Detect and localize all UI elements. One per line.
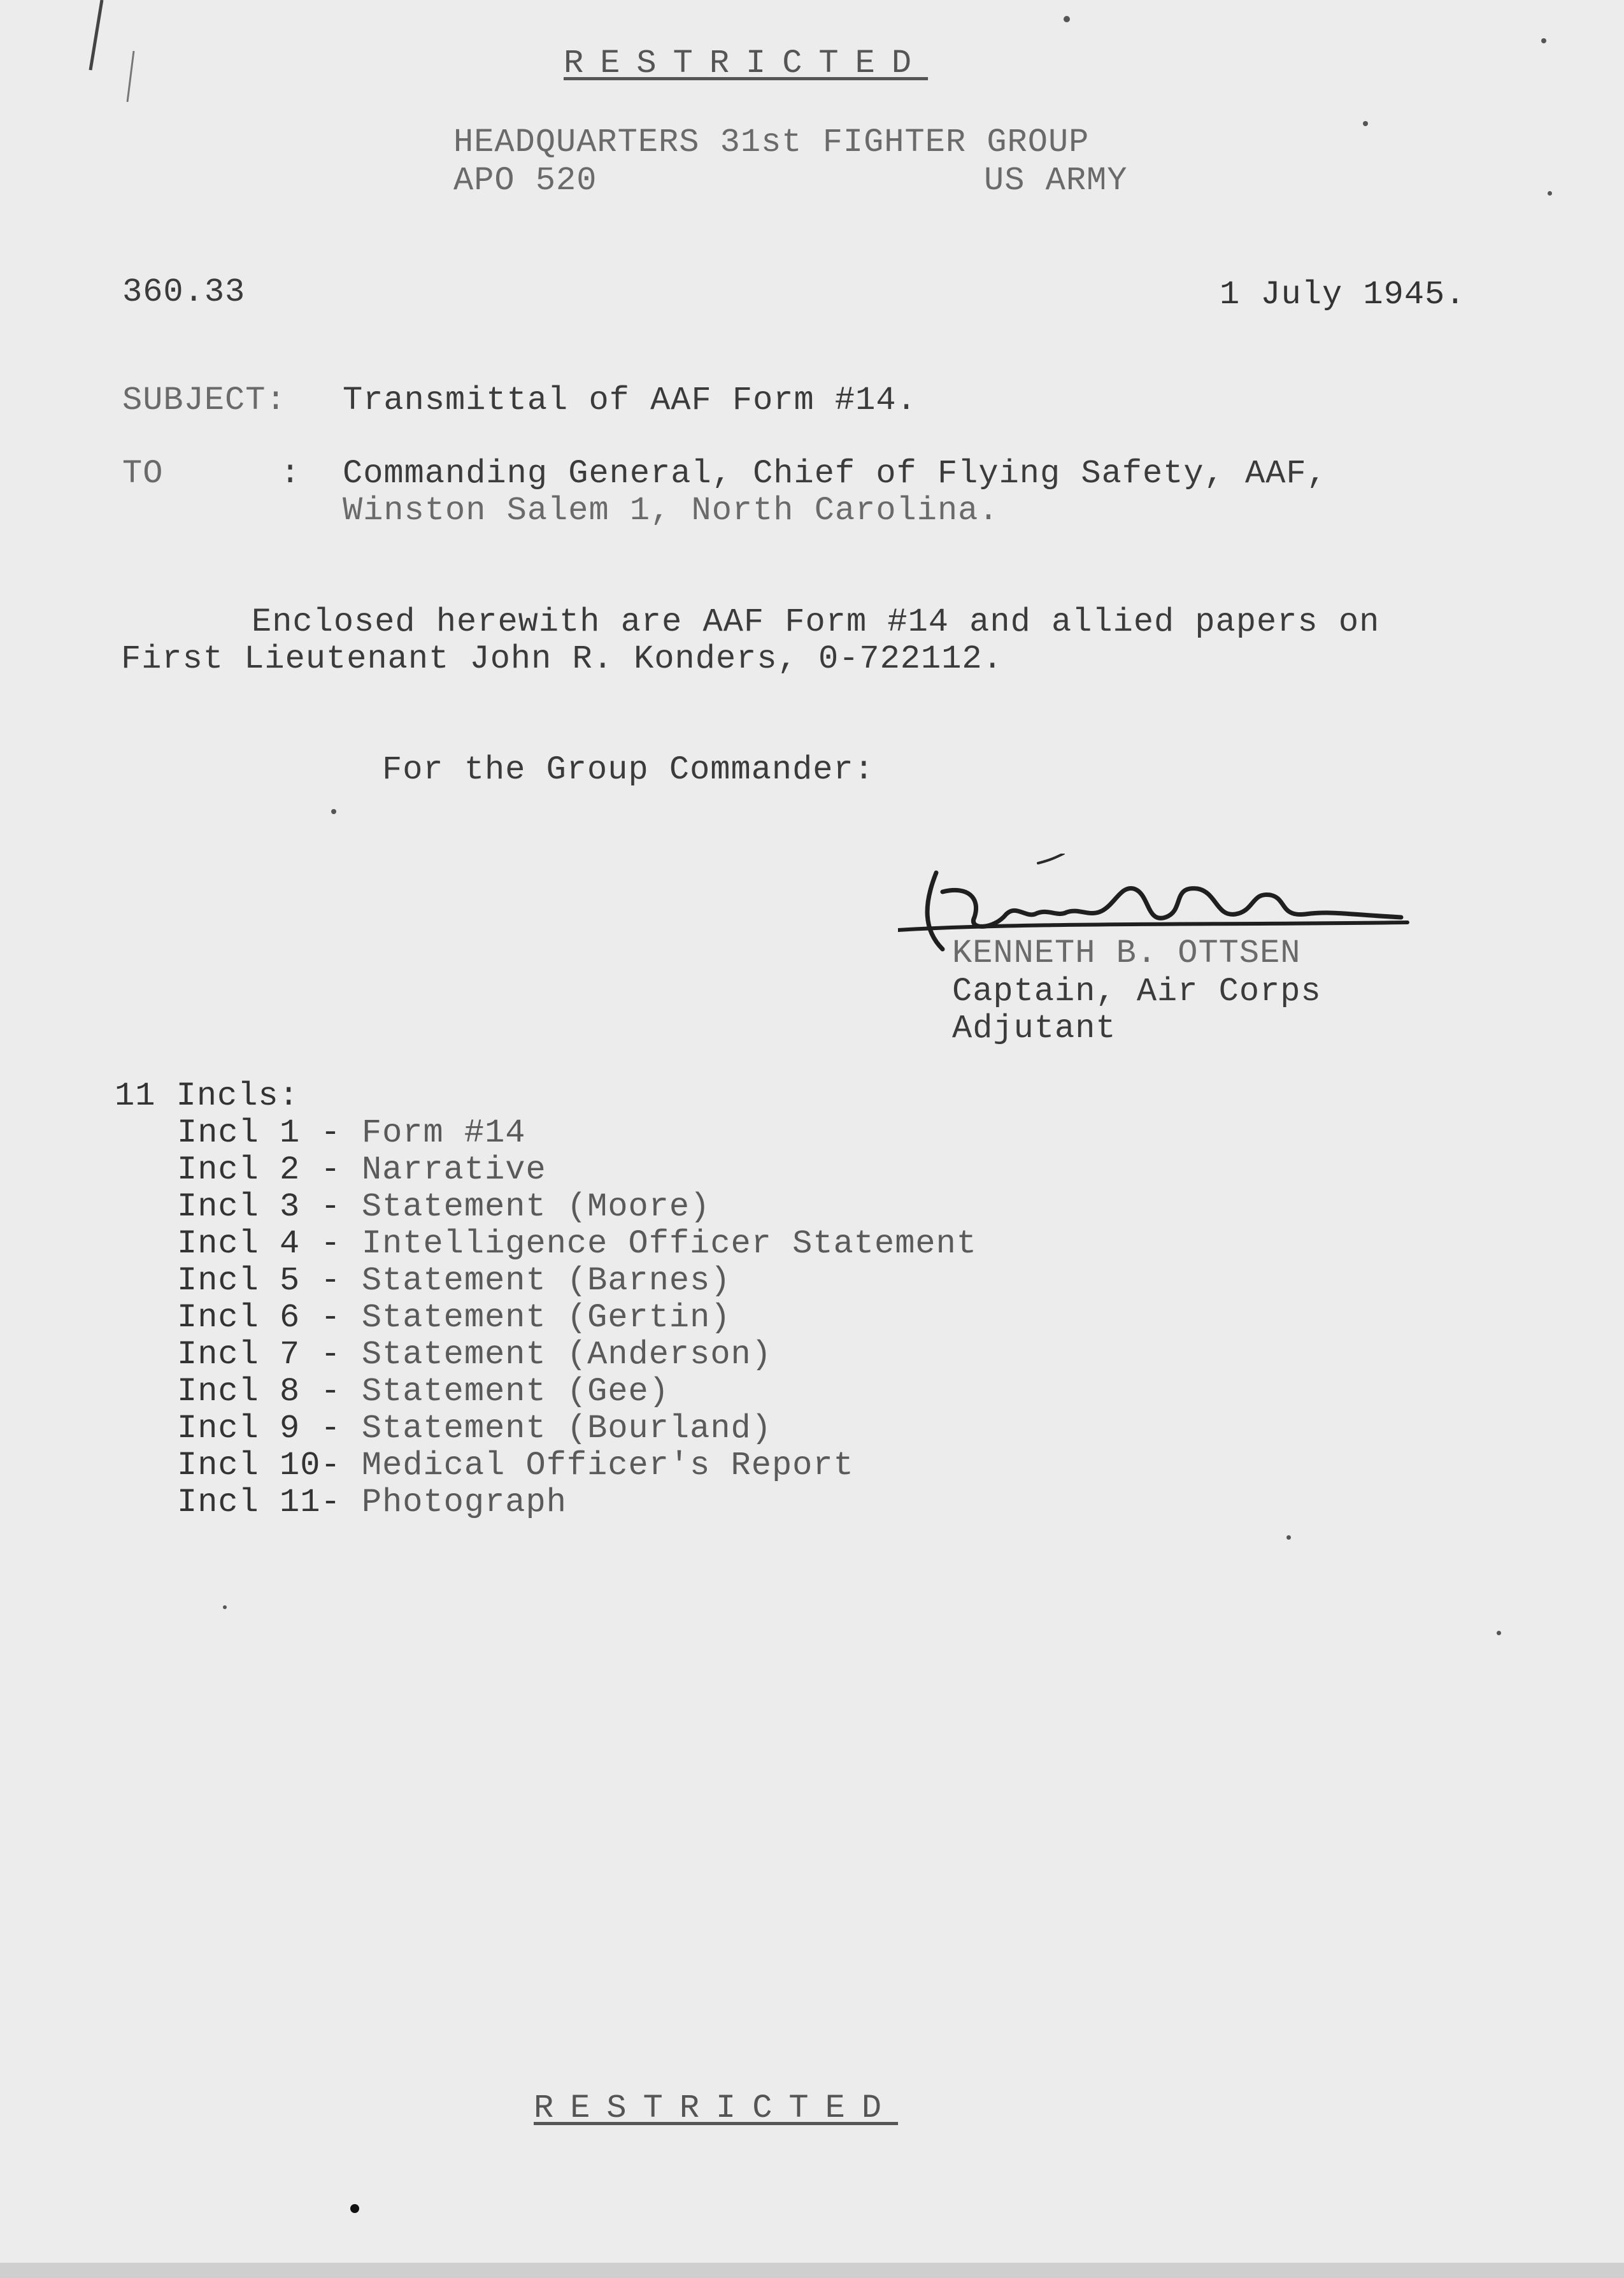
enclosure-label: Incl 9 - — [177, 1410, 341, 1447]
enclosure-label: Incl 11- — [177, 1484, 341, 1521]
to-line-1: Commanding General, Chief of Flying Safety, AAF, — [343, 455, 1327, 492]
enclosure-description: Form #14 — [361, 1114, 526, 1152]
enclosure-spacer — [341, 1336, 362, 1373]
scan-speck — [1363, 121, 1368, 126]
enclosure-item — [177, 1152, 977, 1189]
body-line-1: Enclosed herewith are AAF Form #14 and allied papers on — [252, 603, 1380, 641]
scan-stroke-mark — [76, 0, 153, 115]
subject-text: Transmittal of AAF Form #14. — [343, 382, 917, 419]
subject-label: SUBJECT: — [122, 382, 287, 419]
enclosure-spacer — [341, 1447, 362, 1484]
enclosure-spacer — [341, 1373, 362, 1410]
restricted-mark-bottom: RESTRICTED — [534, 2089, 899, 2127]
enclosure-spacer — [341, 1410, 362, 1447]
enclosures-list — [177, 1115, 977, 1521]
scan-speck — [1541, 38, 1546, 43]
enclosure-description: Intelligence Officer Statement — [361, 1225, 978, 1263]
scan-speck — [1064, 16, 1070, 22]
scan-speck — [1548, 191, 1552, 196]
enclosure-spacer — [341, 1225, 362, 1263]
enclosure-description: Statement (Anderson) — [361, 1336, 772, 1373]
scan-speck — [1286, 1535, 1291, 1540]
enclosure-item — [177, 1300, 977, 1336]
enclosure-item — [177, 1410, 977, 1447]
org-line-1: HEADQUARTERS 31st FIGHTER GROUP — [453, 124, 1090, 161]
file-number: 360.33 — [122, 273, 246, 311]
enclosure-label: Incl 1 - — [177, 1114, 341, 1152]
enclosure-spacer — [341, 1262, 362, 1300]
enclosure-description: Statement (Bourland) — [361, 1410, 772, 1447]
enclosure-label: Incl 4 - — [177, 1225, 341, 1263]
enclosure-spacer — [341, 1114, 362, 1152]
enclosure-item — [177, 1189, 977, 1226]
enclosure-item — [177, 1336, 977, 1373]
enclosure-item — [177, 1115, 977, 1152]
enclosure-description: Statement (Moore) — [361, 1188, 711, 1226]
enclosure-description: Statement (Barnes) — [361, 1262, 731, 1300]
enclosure-label: Incl 8 - — [177, 1373, 341, 1410]
to-line-2: Winston Salem 1, North Carolina. — [343, 492, 999, 529]
enclosure-label: Incl 5 - — [177, 1262, 341, 1300]
document-date: 1 July 1945. — [1220, 276, 1466, 313]
enclosures-heading: 11 Incls: — [115, 1077, 299, 1115]
enclosure-description: Narrative — [361, 1151, 546, 1189]
enclosure-label: Incl 6 - — [177, 1299, 341, 1336]
enclosure-item — [177, 1373, 977, 1410]
org-army: US ARMY — [984, 162, 1128, 199]
enclosure-label: Incl 10- — [177, 1447, 341, 1484]
restricted-mark-top: RESTRICTED — [564, 45, 929, 82]
enclosure-item — [177, 1226, 977, 1263]
scan-speck — [223, 1605, 227, 1609]
enclosure-description: Statement (Gertin) — [361, 1299, 731, 1336]
enclosure-description: Statement (Gee) — [361, 1373, 669, 1410]
signer-title: Adjutant — [952, 1010, 1116, 1047]
enclosure-spacer — [341, 1299, 362, 1336]
closing-line: For the Group Commander: — [382, 751, 874, 789]
org-apo: APO 520 — [453, 162, 597, 199]
scan-speck — [331, 809, 336, 814]
signer-rank: Captain, Air Corps — [952, 973, 1321, 1010]
enclosure-spacer — [341, 1151, 362, 1189]
enclosure-spacer — [341, 1188, 362, 1226]
scan-speck — [1497, 1631, 1501, 1635]
scan-bottom-edge — [0, 2263, 1624, 2278]
enclosure-item — [177, 1447, 977, 1484]
signer-name: KENNETH B. OTTSEN — [952, 935, 1301, 972]
enclosure-item — [177, 1263, 977, 1300]
to-label: TO — [122, 455, 164, 492]
to-colon: : — [280, 455, 301, 492]
scan-speck — [350, 2204, 359, 2213]
enclosure-spacer — [341, 1484, 362, 1521]
enclosure-label: Incl 2 - — [177, 1151, 341, 1189]
enclosure-label: Incl 3 - — [177, 1188, 341, 1226]
enclosure-description: Photograph — [361, 1484, 567, 1521]
body-line-2: First Lieutenant John R. Konders, 0-722112. — [121, 640, 1003, 678]
enclosure-label: Incl 7 - — [177, 1336, 341, 1373]
enclosure-item — [177, 1484, 977, 1521]
enclosure-description: Medical Officer's Report — [361, 1447, 854, 1484]
